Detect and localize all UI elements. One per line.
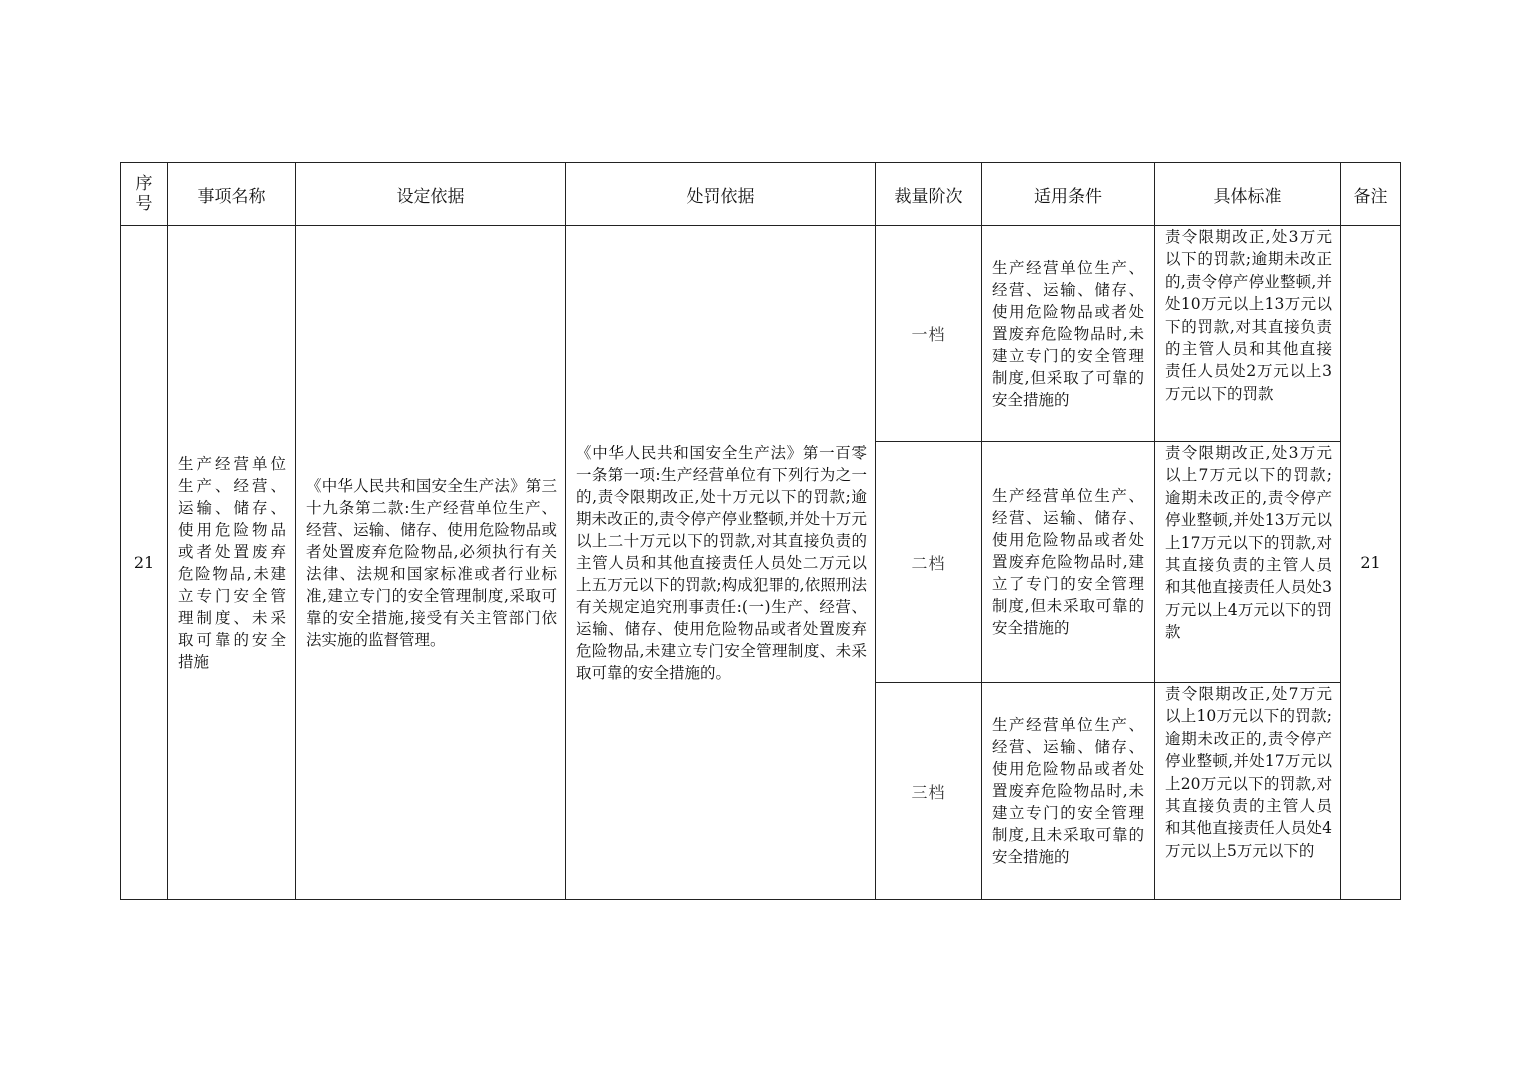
row-basis: 《中华人民共和国安全生产法》第三十九条第二款:生产经营单位生产、经营、运输、储存、使用危险物品或者处置废弃危险物品,必须执行有关法律、法规和国家标准或者行业标准,建立专门的安全管理制度,采取可靠的安全措施,接受有关主管部门依法实施的监督管理。 [306,476,557,649]
header-remark: 备注 [1341,163,1401,226]
row-remark: 21 [1341,226,1401,900]
tier-standard-3: 责令限期改正,处7万元以上10万元以下的罚款;逾期未改正的,责令停产停业整顿,并处17万元以上20万元以下的罚款,对其直接负责的主管人员和其他直接责任人员处4万元以上5万元以下的 [1165,685,1332,860]
tier-level-2: 二档 [876,442,982,683]
header-row [121,163,1401,226]
header-name: 事项名称 [168,163,296,226]
tier-standard-3-cell [1155,683,1341,900]
row-penalty-basis: 《中华人民共和国安全生产法》第一百零一条第一项:生产经营单位有下列行为之一的,责令限期改正,处十万元以下的罚款;逾期未改正的,责令停产停业整顿,并处十万元以上二十万元以下的罚款,对其直接负责的主管人员和其他直接责任人员处二万元以上五万元以下的罚款;构成犯罪的,依照刑法有关规定追究刑事责任:(一)生产、经营、运输、储存、使用危险物品或者处置废弃危险物品,未建立专门安全管理制度、未采取可靠的安全措施的。 [576,443,867,682]
header-level: 裁量阶次 [876,163,982,226]
tier-condition-1: 生产经营单位生产、经营、运输、储存、使用危险物品或者处置废弃危险物品时,未建立专门的安全管理制度,但采取了可靠的安全措施的 [992,258,1144,409]
tier-condition-1-cell [982,226,1155,442]
table-row [121,226,1401,442]
tier-standard-2-cell [1155,442,1341,683]
tier-level-1: 一档 [876,226,982,442]
header-conditions: 适用条件 [982,163,1155,226]
row-name-cell [168,226,296,900]
tier-standard-2: 责令限期改正,处3万元以上7万元以下的罚款;逾期未改正的,责令停产停业整顿,并处13万元以上17万元以下的罚款,对其直接负责的主管人员和其他直接责任人员处3万元以上4万元以下的罚款 [1165,444,1332,642]
row-basis-cell [296,226,566,900]
tier-condition-2: 生产经营单位生产、经营、运输、储存、使用危险物品或者处置废弃危险物品时,建立了专门的安全管理制度,但未采取可靠的安全措施的 [992,487,1144,637]
penalty-discretion-table [120,162,1401,900]
tier-level-3: 三档 [876,683,982,900]
header-seq: 序号 [121,163,168,226]
header-standard: 具体标准 [1155,163,1341,226]
tier-condition-3: 生产经营单位生产、经营、运输、储存、使用危险物品或者处置废弃危险物品时,未建立专门的安全管理制度,且未采取可靠的安全措施的 [992,716,1144,866]
row-seq: 21 [121,226,168,900]
tier-condition-3-cell [982,683,1155,900]
row-penalty-basis-cell [566,226,876,900]
row-name: 生产经营单位生产、经营、运输、储存、使用危险物品或者处置废弃危险物品,未建立专门安全管理制度、未采取可靠的安全措施 [178,454,286,671]
header-penalty-basis: 处罚依据 [566,163,876,226]
tier-standard-1: 责令限期改正,处3万元以下的罚款;逾期未改正的,责令停产停业整顿,并处10万元以上13万元以下的罚款,对其直接负责的主管人员和其他直接责任人员处2万元以上3万元以下的罚款 [1165,228,1332,403]
header-basis: 设定依据 [296,163,566,226]
tier-standard-1-cell [1155,226,1341,442]
tier-condition-2-cell [982,442,1155,683]
